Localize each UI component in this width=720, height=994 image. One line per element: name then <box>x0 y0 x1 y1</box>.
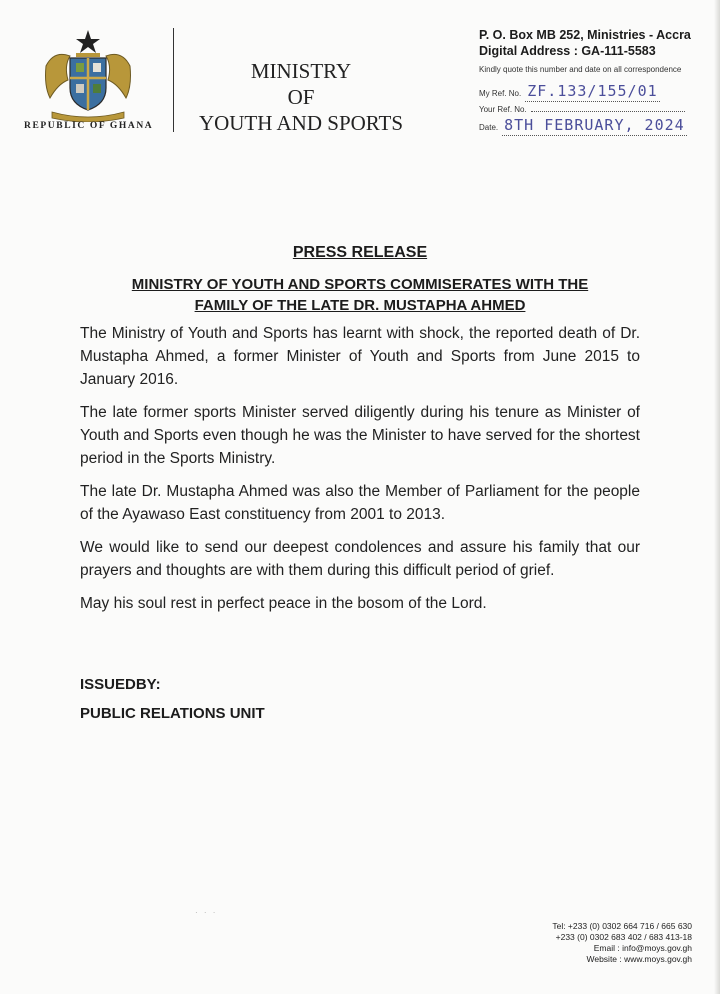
paragraph: The Ministry of Youth and Sports has learnt with shock, the reported death of Dr. Mustapha Ahmed, a former Minister of Youth and Sports from June 2015 to January 2016. <box>80 325 640 388</box>
headline-line-2: FAMILY OF THE LATE DR. MUSTAPHA AHMED <box>194 297 526 314</box>
address-line-1: P. O. Box MB 252, Ministries - Accra <box>479 28 691 42</box>
contact-footer <box>552 921 692 965</box>
address-block <box>479 27 691 59</box>
date-row <box>479 116 687 136</box>
your-ref-row <box>479 103 685 114</box>
scan-smudge: · · · <box>195 908 218 917</box>
body-text <box>80 322 640 625</box>
footer-website: Website : www.moys.gov.gh <box>586 954 692 964</box>
your-ref-blank <box>531 103 685 112</box>
ministry-line-3: YOUTH AND SPORTS <box>198 111 404 135</box>
my-ref-row <box>479 82 660 102</box>
headline <box>80 274 640 316</box>
page-title: PRESS RELEASE <box>292 244 428 261</box>
date-label: Date. <box>479 123 499 132</box>
address-line-2: Digital Address : GA-111-5583 <box>479 44 656 58</box>
ministry-line-1: MINISTRY <box>250 59 352 83</box>
coat-of-arms-icon <box>40 26 136 122</box>
issued-by-label: ISSUEDBY: <box>80 676 161 693</box>
republic-label: REPUBLIC OF GHANA <box>24 121 154 131</box>
footer-tel-1: Tel: +233 (0) 0302 664 716 / 665 630 <box>552 921 692 931</box>
quote-instruction: Kindly quote this number and date on all correspondence <box>479 65 682 74</box>
ministry-line-2: OF <box>287 85 315 109</box>
issuing-unit: PUBLIC RELATIONS UNIT <box>80 705 265 722</box>
your-ref-label: Your Ref. No. <box>479 105 527 114</box>
footer-tel-2: +233 (0) 0302 683 402 / 683 413-18 <box>555 932 692 942</box>
date-value: 8TH FEBRUARY, 2024 <box>504 116 685 134</box>
paragraph: May his soul rest in perfect peace in the bosom of the Lord. <box>80 595 487 612</box>
my-ref-value: ZF.133/155/01 <box>527 82 658 100</box>
footer-email: Email : info@moys.gov.gh <box>593 943 692 953</box>
paragraph: The late former sports Minister served diligently during his tenure as Minister of Youth and Sports even though he was the Minister to have served for the shortest period in the Sports Ministry. <box>80 404 640 467</box>
header-divider <box>173 28 174 132</box>
paragraph: We would like to send our deepest condolences and assure his family that our prayers and thoughts are with them during this difficult period of grief. <box>80 539 640 579</box>
my-ref-label: My Ref. No. <box>479 89 522 98</box>
paragraph: The late Dr. Mustapha Ahmed was also the Member of Parliament for the people of the Ayawaso East constituency from 2001 to 2013. <box>80 483 640 523</box>
page-edge-shadow <box>714 0 720 994</box>
ministry-name <box>176 58 426 136</box>
headline-line-1: MINISTRY OF YOUTH AND SPORTS COMMISERATES WITH THE <box>131 276 589 293</box>
